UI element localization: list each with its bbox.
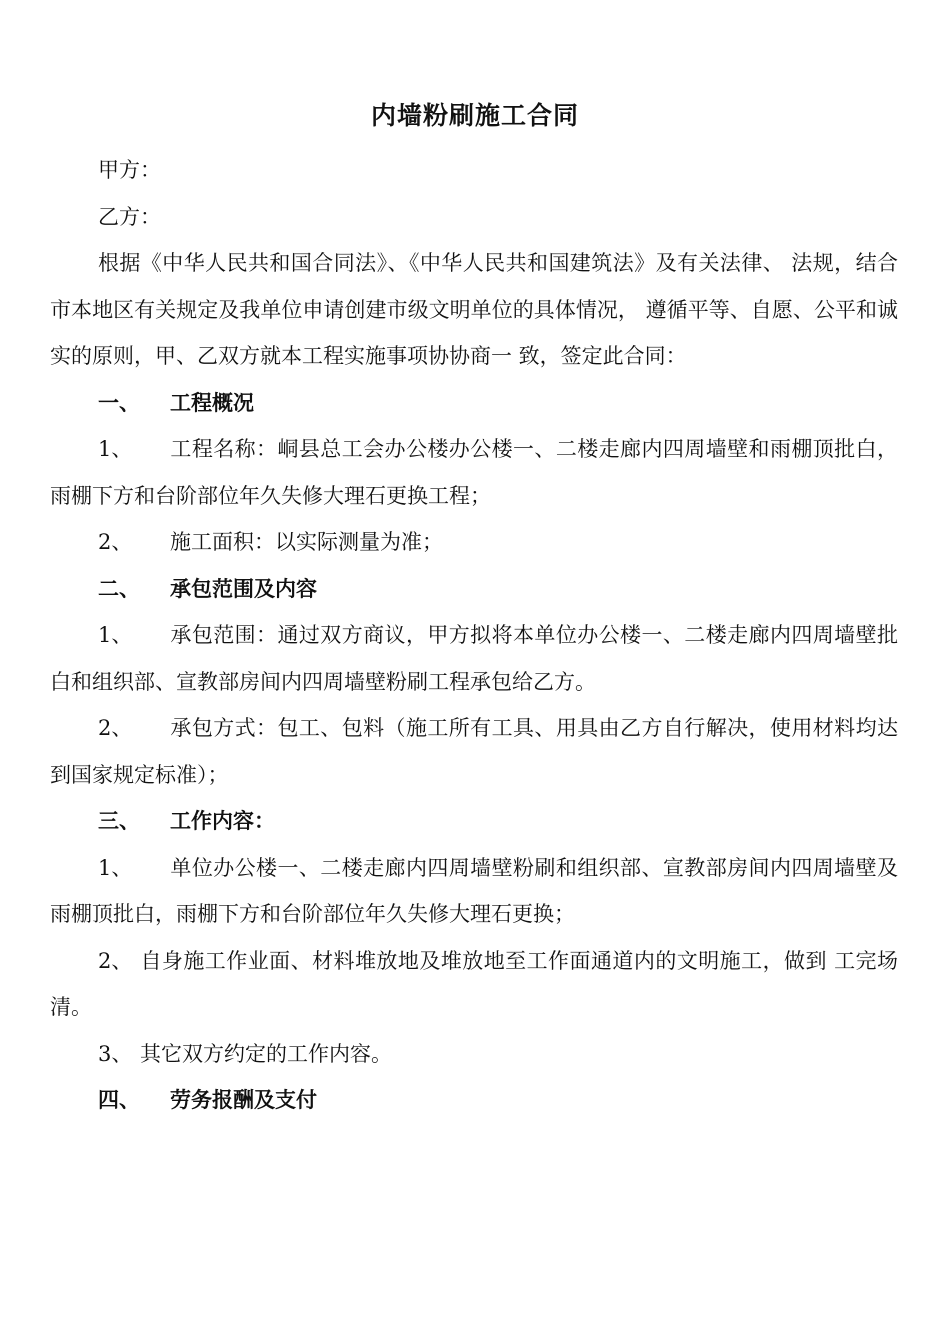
clause-text: 承包范围：通过双方商议，甲方拟将本单位办公楼一、二楼走廊内四周墙壁批白和组织部、宣教部房间内四周墙壁粉刷工程承包给乙方。 bbox=[50, 623, 898, 694]
section-number: 三、 bbox=[98, 809, 140, 833]
section-heading bbox=[50, 798, 898, 845]
section-heading bbox=[50, 566, 898, 613]
section-number: 一、 bbox=[98, 390, 140, 415]
section-number: 二、 bbox=[98, 576, 140, 601]
clause-number: 2、 bbox=[98, 716, 133, 740]
clause-number: 2、 bbox=[98, 948, 133, 973]
clause-number: 2、 bbox=[98, 530, 133, 554]
preamble-paragraph: 根据《中华人民共和国合同法》、《中华人民共和国建筑法》及有关法律、 法规，结合 市本地区有关规定及我单位申请创建市级文明单位的具体情况， 遵循平等、自愿、公平和诚实的原则，甲、乙双方就本工程实施事项协协商一 致，签定此合同： bbox=[50, 251, 898, 368]
clause-text: 自身施工作业面、材料堆放地及堆放地至工作面通道内的文明施工，做到 工完场清。 bbox=[50, 948, 898, 1019]
section-number: 四、 bbox=[98, 1088, 140, 1112]
document-body bbox=[50, 147, 898, 1124]
clause-text: 承包方式：包工、包料（施工所有工具、用具由乙方自行解决，使用材料均达到国家规定标准）； bbox=[50, 716, 898, 787]
section-title: 工程概况 bbox=[170, 390, 254, 415]
clause-number: 3、 bbox=[98, 1041, 133, 1066]
clause-number: 1、 bbox=[98, 855, 133, 880]
clause-item bbox=[50, 426, 898, 519]
clause-number: 1、 bbox=[98, 623, 133, 647]
clause-text: 其它双方约定的工作内容。 bbox=[140, 1041, 392, 1066]
party-b-line: 乙方： bbox=[98, 204, 161, 229]
clause-item bbox=[50, 519, 898, 566]
clause-item bbox=[50, 938, 898, 1031]
clause-text: 施工面积：以实际测量为准； bbox=[170, 530, 443, 554]
section-heading bbox=[50, 1077, 898, 1124]
clause-item bbox=[50, 1031, 898, 1078]
clause-number: 1、 bbox=[98, 437, 133, 461]
document-title: 内墙粉刷施工合同 bbox=[370, 101, 579, 130]
section-heading bbox=[50, 380, 898, 427]
clause-item bbox=[50, 845, 898, 938]
section-title: 劳务报酬及支付 bbox=[170, 1088, 317, 1112]
section-title: 承包范围及内容 bbox=[170, 576, 317, 601]
party-a-line: 甲方： bbox=[98, 158, 161, 182]
clause-text: 单位办公楼一、二楼走廊内四周墙壁粉刷和组织部、宣教部房间内四周墙壁及雨棚顶批白，雨棚下方和台阶部位年久失修大理石更换； bbox=[50, 855, 898, 926]
clause-text: 工程名称：峒县总工会办公楼办公楼一、二楼走廊内四周墙壁和雨棚顶批白，雨棚下方和台阶部位年久失修大理石更换工程； bbox=[50, 437, 898, 508]
clause-item bbox=[50, 612, 898, 705]
clause-item bbox=[50, 705, 898, 798]
section-title: 工作内容： bbox=[170, 809, 275, 833]
